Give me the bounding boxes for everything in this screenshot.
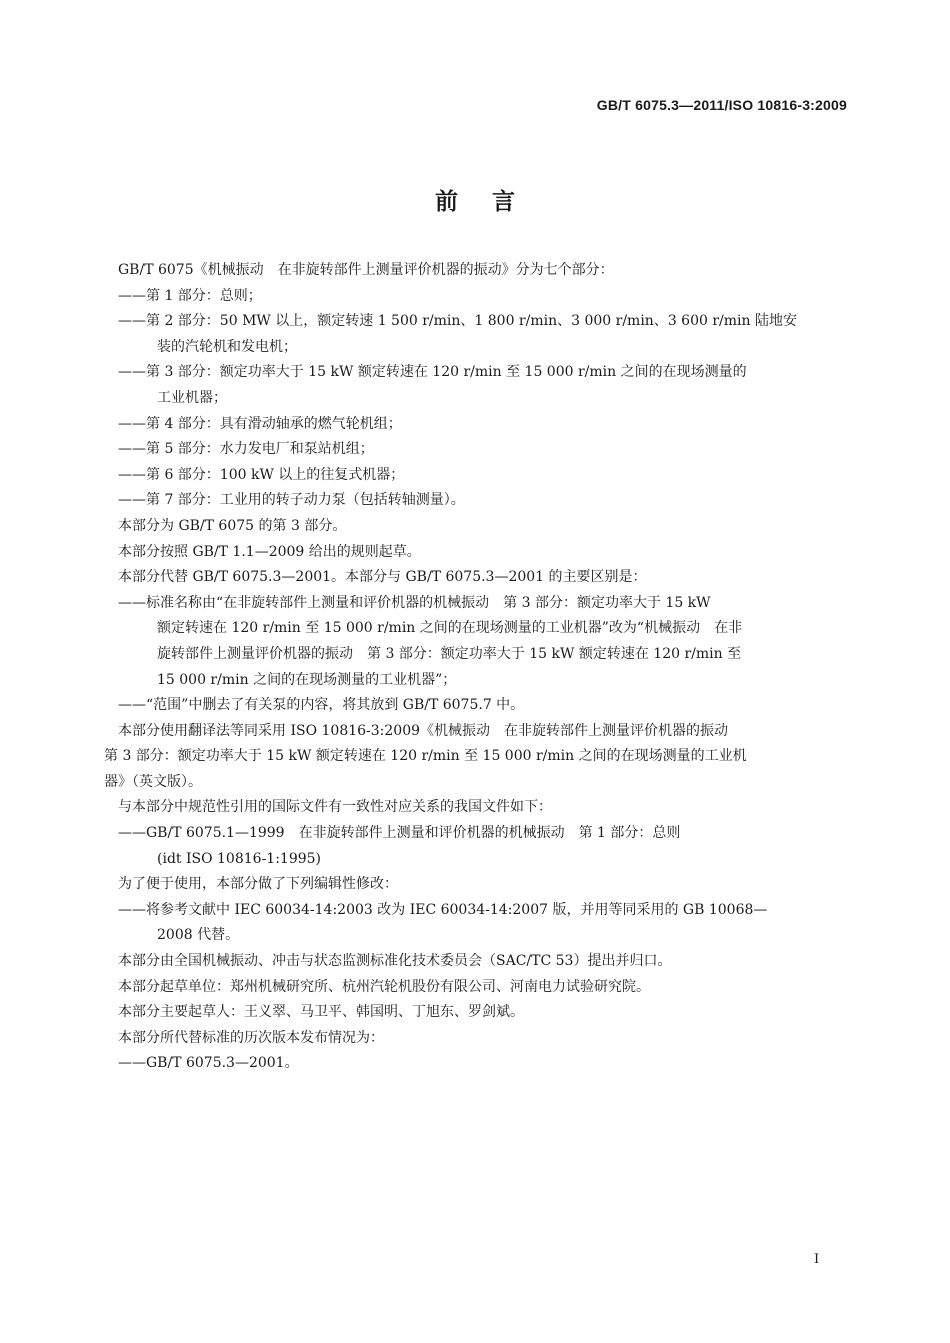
text-line: 本部分代替 GB/T 6075.3—2001。本部分与 GB/T 6075.3—2001 的主要区别是： (118, 569, 647, 586)
text-line: GB/T 6075《机械振动 在非旋转部件上测量评价机器的振动》分为七个部分： (118, 262, 614, 278)
standard-code-header: GB/T 6075.3—2011/ISO 10816-3:2009 (596, 97, 847, 113)
foreword-body (104, 258, 848, 1077)
text-line-continuation: 器》（英文版）。 (104, 773, 202, 790)
text-line: 本部分按照 GB/T 1.1—2009 给出的规则起草。 (118, 543, 421, 560)
text-line: 为了便于使用，本部分做了下列编辑性修改： (118, 876, 398, 893)
list-item: ——第 2 部分：50 MW 以上，额定转速 1 500 r/min、1 800 r/min、3 000 r/min、3 600 r/min 陆地安 (118, 313, 797, 330)
page-number: I (814, 1252, 820, 1267)
list-item: ——“范围”中删去了有关泵的内容，将其放到 GB/T 6075.7 中。 (118, 697, 525, 714)
list-item: ——第 1 部分：总则； (118, 287, 262, 304)
list-item-continuation: 15 000 r/min 之间的在现场测量的工业机器”； (157, 671, 457, 688)
list-item: ——第 4 部分：具有滑动轴承的燃气轮机组； (118, 415, 402, 432)
list-item-continuation: 装的汽轮机和发电机； (157, 338, 297, 355)
list-item: ——GB/T 6075.1—1999 在非旋转部件上测量和评价机器的机械振动 第 1 部分：总则 (118, 825, 681, 842)
list-item: ——将参考文献中 IEC 60034-14:2003 改为 IEC 60034-14:2007 版，并用等同采用的 GB 10068— (118, 901, 768, 918)
list-item: ——标准名称由“在非旋转部件上测量和评价机器的机械振动 第 3 部分：额定功率大于 15 kW (118, 594, 711, 611)
list-item: ——第 3 部分：额定功率大于 15 kW 额定转速在 120 r/min 至 15 000 r/min 之间的在现场测量的 (118, 364, 747, 381)
list-item-continuation: 2008 代替。 (157, 927, 240, 944)
list-item-continuation: (idt ISO 10816-1:1995) (157, 850, 322, 867)
list-item-continuation: 旋转部件上测量评价机器的振动 第 3 部分：额定功率大于 15 kW 额定转速在 120 r/min 至 (157, 645, 742, 662)
text-line: 本部分主要起草人：王义翠、马卫平、韩国明、丁旭东、罗剑斌。 (118, 1004, 524, 1021)
list-item-continuation: 工业机器； (157, 389, 227, 406)
page-title: 前言 (435, 189, 549, 215)
text-line: 本部分为 GB/T 6075 的第 3 部分。 (118, 517, 347, 534)
list-item-continuation: 额定转速在 120 r/min 至 15 000 r/min 之间的在现场测量的工业机器”改为“机械振动 在非 (157, 620, 743, 637)
text-line: 本部分使用翻译法等同采用 ISO 10816-3:2009《机械振动 在非旋转部件上测量评价机器的振动 (118, 722, 729, 739)
text-line: 本部分起草单位：郑州机械研究所、杭州汽轮机股份有限公司、河南电力试验研究院。 (118, 978, 650, 995)
list-item: ——第 5 部分：水力发电厂和泵站机组； (118, 441, 374, 458)
text-line: 本部分所代替标准的历次版本发布情况为： (118, 1029, 384, 1046)
list-item: ——第 6 部分：100 kW 以上的往复式机器； (118, 466, 405, 483)
list-item: ——第 7 部分：工业用的转子动力泵（包括转轴测量）。 (118, 492, 465, 509)
list-item: ——GB/T 6075.3—2001。 (118, 1055, 299, 1072)
text-line: 本部分由全国机械振动、冲击与状态监测标准化技术委员会（SAC/TC 53）提出并归口。 (118, 953, 672, 970)
text-line: 与本部分中规范性引用的国际文件有一致性对应关系的我国文件如下： (118, 799, 552, 816)
text-line-continuation: 第 3 部分：额定功率大于 15 kW 额定转速在 120 r/min 至 15 000 r/min 之间的在现场测量的工业机 (104, 748, 747, 765)
